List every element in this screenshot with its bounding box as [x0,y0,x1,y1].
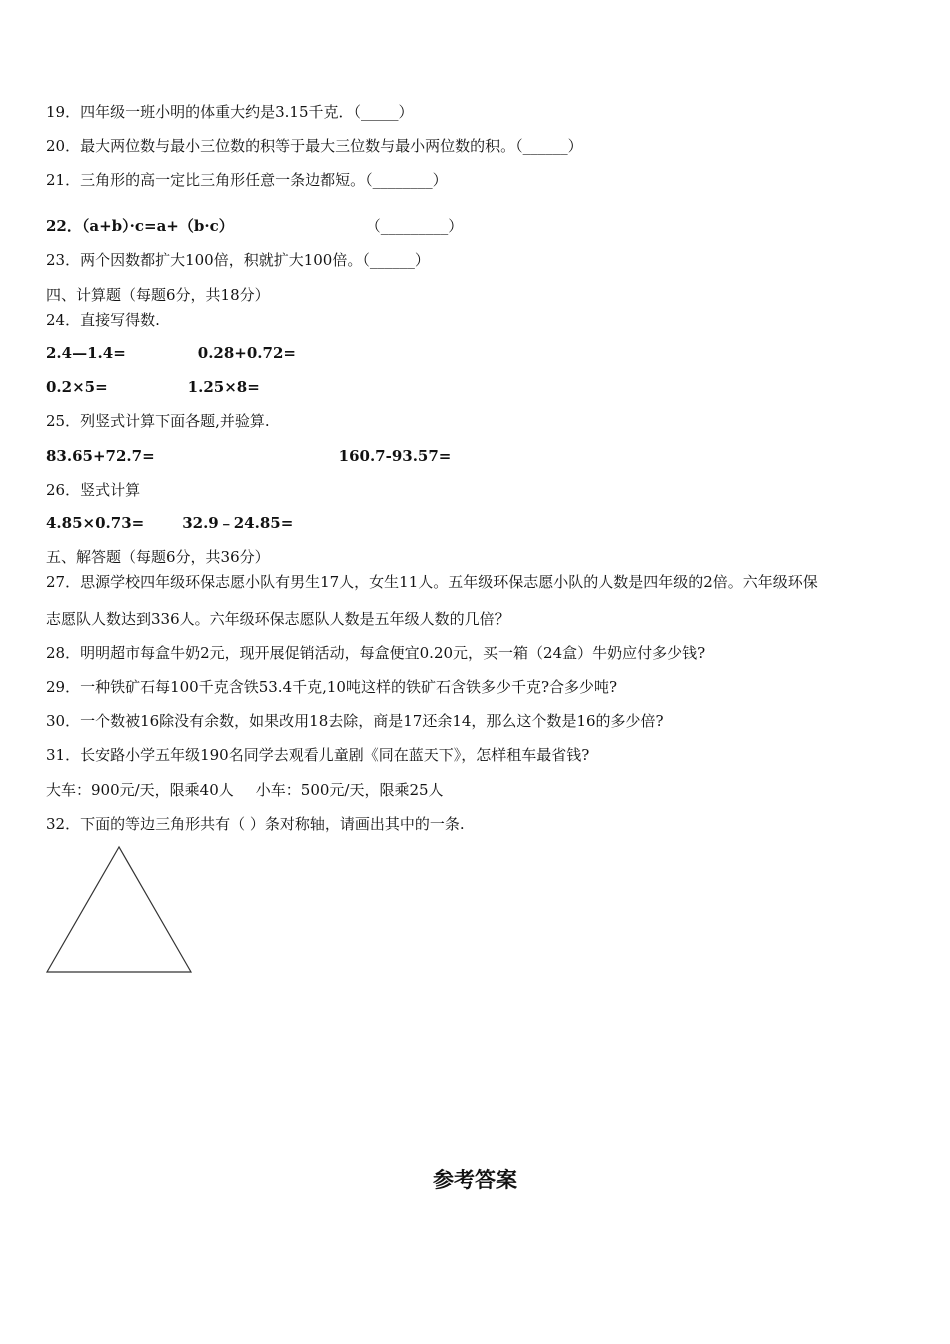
question-24-row-2 [46,377,260,397]
question-24-row-1 [46,343,296,363]
question-25-row [46,446,451,466]
calc-160-7-minus-93-57: 160.7-93.57= [338,447,452,465]
calc-83-65-plus-72-7: 83.65+72.7= [46,447,155,465]
question-27-line-1: 27．思源学校四年级环保志愿小队有男生17人，女生11人。五年级环保志愿小队的人数是四年级的2倍。六年级环保 [46,573,818,591]
answer-key-title: 参考答案 [433,1168,517,1192]
question-28: 28．明明超市每盒牛奶2元，现开展促销活动，每盒便宜0.20元，买一箱（24盒）牛奶应付多少钱? [46,644,706,662]
calc-0-28-plus-0-72: 0.28+0.72= [197,344,296,362]
question-26-row [46,513,293,533]
question-20: 20．最大两位数与最小三位数的积等于最大三位数与最小两位数的积。（______） [46,137,583,155]
question-23: 23．两个因数都扩大100倍，积就扩大100倍。（______） [46,251,430,269]
calc-4-85-times-0-73: 4.85×0.73= [46,514,145,532]
small-bus-info: 小车：500元/天，限乘25人 [255,781,444,799]
equilateral-triangle-figure [44,844,196,976]
calc-0-2-times-5: 0.2×5= [46,378,108,396]
question-22 [46,216,463,236]
question-26: 26．竖式计算 [46,481,141,499]
calc-32-9-minus-24-85: 32.9﹣24.85= [182,514,294,532]
question-25: 25．列竖式计算下面各题,并验算. [46,412,270,430]
big-bus-info: 大车：900元/天，限乘40人 [46,781,234,799]
question-22-expression: 22．（a+b）·c=a+（b·c） [46,217,234,235]
calc-2-4-minus-1-4: 2.4—1.4= [46,344,126,362]
calc-1-25-times-8: 1.25×8= [187,378,260,396]
question-21: 21．三角形的高一定比三角形任意一条边都短。（________） [46,171,448,189]
question-29: 29．一种铁矿石每100千克含铁53.4千克,10吨这样的铁矿石含铁多少千克?合多少吨? [46,678,618,696]
question-27-line-2: 志愿队人数达到336人。六年级环保志愿队人数是五年级人数的几倍？ [46,610,510,628]
question-24: 24．直接写得数. [46,311,160,329]
question-19: 19．四年级一班小明的体重大约是3.15千克．（_____） [46,103,414,121]
question-32: 32．下面的等边三角形共有（ ）条对称轴，请画出其中的一条. [46,815,465,833]
section-4-heading: 四、计算题（每题6分，共18分） [46,286,270,304]
question-30: 30．一个数被16除没有余数，如果改用18去除，商是17还余14，那么这个数是16的多少倍? [46,712,664,730]
section-5-heading: 五、解答题（每题6分，共36分） [46,548,270,566]
triangle-outline [47,847,191,972]
question-31-prices [46,780,444,800]
question-22-blank: （_________） [365,217,464,235]
question-31: 31．长安路小学五年级190名同学去观看儿童剧《同在蓝天下》，怎样租车最省钱? [46,746,590,764]
